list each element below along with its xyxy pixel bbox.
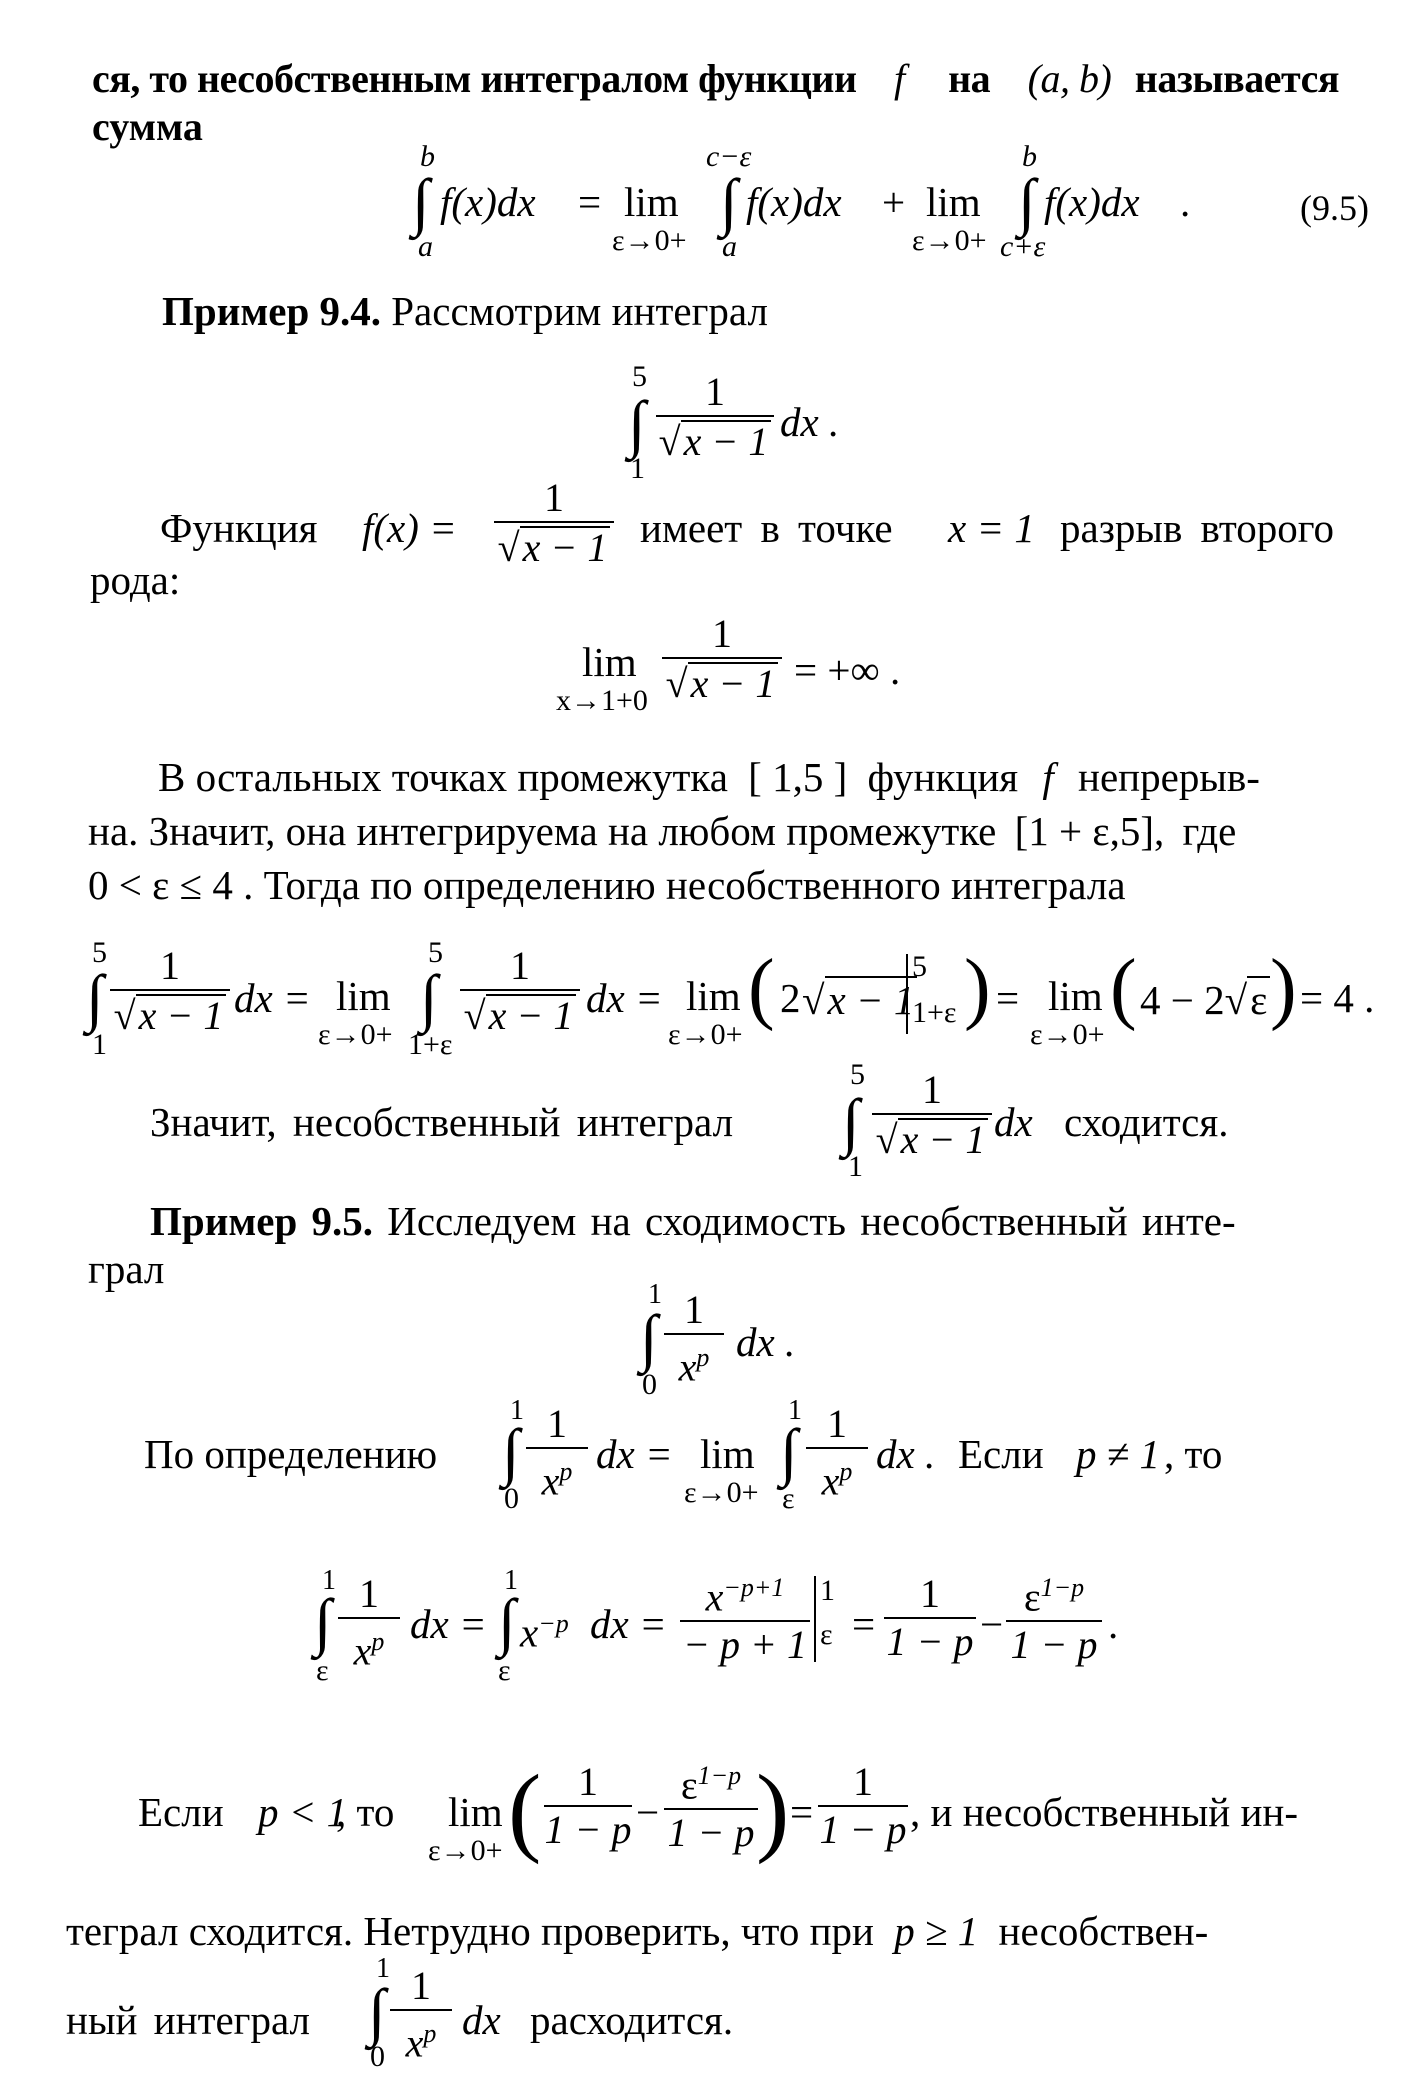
int-upper: 1: [788, 1395, 802, 1426]
fraction: [664, 1287, 724, 1390]
int-upper: 5: [632, 360, 647, 393]
eval-bar: [906, 954, 908, 1034]
eval-upper: 1: [820, 1574, 835, 1607]
textbook-page: ся, то несобственным интегралом функции f на (a, b) называется сумма b ∫ a f(x)dx = lim ε→0+ c−ε ∫ a f(x)dx + lim ε→0+ b ∫ c+ε f(x)dx . (9.5) Пример 9.4. Рассмотрим интеграл 5 ∫ 1 1 √x − 1 dx . Функция f(x) = 1 √x − 1 имеет в точке x = 1 разрыв второго рода: lim x→1+0 1 √x − 1 = +∞ . В остальных точках промежутка [ 1,5 ] функция f непрерыв- на. Значит, она интегрируема на любом промежутке [1 + ε,5], где 0 < ε ≤ 4 . Тогда по определению несобственного интеграла 5 ∫ 1 1 √x − 1 dx = lim ε→0+ 5 ∫ 1+ε 1 √x − 1 dx = lim ε→0+ ( 2 √x − 1 5 1+ε ) = lim ε→0+ ( 4 − 2√ε ) = 4 . Значит, несобственный интеграл 5 ∫ 1 1 √x − 1 dx сходится. Пример 9.5. Исследуем на сходимость несобственный инте- грал 1 ∫ 0 1 $x^p$ dx . По определению 1 ∫ 0 1 $x^p$ dx = lim ε→0+ 1 ∫ ε 1 $x^p$ dx . Если p ≠ 1 , то 1 ∫ ε 1 $x^p$ dx = 1 ∫ ε $x^{-p}$ dx = $x^{-p+1}$ − p + 1 1 ε = 1 1 − p − $\varepsilon^{1-p}$ 1 − p . Если p < 1 , то lim ε→0+ ( 1 1 − p − $\varepsilon^{1-p}$ 1 − p ) = 1 1 − p , и несобственный ин- теграл сходится. Нетрудно проверить, что при p ≥ 1 несобствен- ный интеграл 1 ∫ 0 1 $x^p$ dx расходится.: [0, 0, 1421, 2079]
dx: dx =: [234, 975, 311, 1021]
fraction: [664, 1756, 758, 1856]
frac-den: x: [405, 2020, 424, 2066]
final-line-1: [66, 1902, 1208, 1960]
int-upper: 1: [510, 1395, 524, 1426]
frac-den: 1 − p: [886, 1619, 974, 1664]
para-line-3: [88, 856, 1126, 914]
paren-open: (: [1110, 944, 1137, 1032]
intro-line-2: [92, 98, 203, 156]
frac-den: 1 − p: [544, 1807, 632, 1852]
dx: dx: [994, 1099, 1033, 1145]
intro-called: называется: [1134, 56, 1340, 101]
fraction: 1 √x − 1: [460, 946, 580, 1036]
eq95-integrand-2: f(x)dx: [746, 179, 842, 225]
example-line-2: [88, 1240, 164, 1298]
frac-num: 1: [510, 943, 530, 988]
int-lower: ε: [316, 1654, 329, 1687]
text: По определению: [144, 1431, 438, 1477]
eq: =: [790, 1789, 814, 1835]
eq95-lim-sub-2: ε→0+: [912, 224, 987, 257]
four-minus: 4 − 2: [1140, 977, 1225, 1023]
example-9-4-line: [162, 282, 768, 340]
frac-num: ε: [680, 1762, 698, 1808]
intro-f: f: [893, 56, 905, 101]
integral-sign: ∫: [720, 166, 738, 237]
cond: p < 1: [258, 1789, 348, 1835]
frac-den: x: [821, 1458, 840, 1504]
integral-sign: ∫: [1018, 166, 1036, 237]
intro-interval: (a, b): [1027, 56, 1112, 101]
intro-summa: сумма: [92, 104, 203, 149]
int-upper: 5: [850, 1058, 865, 1091]
f: f: [1042, 754, 1054, 800]
frac-den: x: [541, 1458, 560, 1504]
paren-close: ): [1270, 944, 1297, 1032]
fraction: [544, 1759, 632, 1852]
frac-num: 1: [712, 611, 732, 656]
frac-den: x − 1: [486, 994, 577, 1036]
example-text: Исследуем на сходимость несобственный инте-: [387, 1198, 1236, 1244]
eval-upper: 5: [912, 950, 927, 983]
text: грал: [88, 1246, 165, 1292]
func-text: имеет в точке: [640, 505, 893, 551]
paren-close: ): [756, 1754, 790, 1865]
text: 0 < ε ≤ 4 .: [88, 862, 254, 908]
dx: dx =: [596, 1431, 673, 1477]
eq: =: [852, 1601, 876, 1647]
lim-sub: ε→0+: [318, 1018, 393, 1051]
frac-num: 1: [827, 1401, 847, 1446]
int-upper: 1: [376, 1953, 390, 1984]
func-word: Функция: [160, 505, 318, 551]
exp: 1−p: [697, 1761, 742, 1790]
cond: p ≠ 1: [1076, 1431, 1161, 1477]
integral-sign: ∫: [498, 1586, 516, 1657]
text: сходится.: [1064, 1099, 1229, 1145]
fraction: [526, 1401, 588, 1504]
text: где: [1182, 808, 1237, 854]
exp: −p: [538, 1609, 569, 1638]
eq95-lim-sub-1: ε→0+: [612, 224, 687, 257]
if: Если: [138, 1789, 224, 1835]
lim: lim: [582, 639, 637, 685]
int-lower: 1+ε: [408, 1028, 453, 1061]
frac-num: ε: [1023, 1574, 1041, 1620]
lim: lim: [686, 973, 741, 1019]
para-line-1: [158, 748, 1260, 806]
text: функция: [867, 754, 1019, 800]
frac-den: x − 1: [688, 662, 779, 704]
text: непрерыв-: [1078, 754, 1260, 800]
dx: dx =: [586, 975, 663, 1021]
dx: dx .: [876, 1431, 936, 1477]
exp: p: [839, 1457, 853, 1486]
if: Если: [958, 1431, 1044, 1477]
frac-den: 1 − p: [1010, 1622, 1098, 1668]
frac-num: 1: [684, 1287, 704, 1332]
exp: p: [559, 1457, 573, 1486]
frac-num: 1: [411, 1963, 431, 2008]
fraction: 1 √x − 1: [872, 1070, 992, 1160]
eval-lower: 1+ε: [912, 996, 957, 1029]
integral-sign: ∫: [628, 388, 646, 459]
integral-sign: ∫: [412, 166, 430, 237]
frac-num: 1: [853, 1759, 873, 1804]
minus: −: [636, 1789, 660, 1835]
integral-sign: ∫: [780, 1416, 798, 1487]
paren-open: (: [748, 944, 775, 1032]
dx: dx: [462, 1997, 501, 2043]
integral-sign: ∫: [640, 1302, 658, 1373]
text: теграл сходится. Нетрудно проверить, что при: [66, 1908, 874, 1954]
integral-sign: ∫: [314, 1586, 332, 1657]
intro-na: на: [948, 56, 991, 101]
frac-den: 1 − p: [819, 1807, 907, 1852]
eval-lower: ε: [820, 1618, 833, 1651]
interval: [ 1,5 ]: [748, 754, 848, 800]
eq95-lower-c: c+ε: [1000, 230, 1046, 263]
frac-num: 1: [160, 943, 180, 988]
frac-den: x − 1: [681, 420, 772, 462]
eq95-upper-b2: b: [1022, 140, 1037, 173]
int-upper: 5: [92, 936, 107, 969]
eq: =: [996, 975, 1020, 1021]
lim-sub: ε→0+: [684, 1476, 759, 1509]
then: , то: [336, 1789, 395, 1835]
fraction: [1006, 1568, 1102, 1668]
eq95-integrand-3: f(x)dx: [1044, 179, 1140, 225]
eq95-lower-a: a: [418, 230, 433, 263]
then: , то: [1164, 1431, 1223, 1477]
int-lower: 1: [848, 1150, 863, 1183]
frac-den: 1 − p: [667, 1810, 755, 1856]
int-upper: 1: [648, 1279, 662, 1310]
frac-num: 1: [578, 1759, 598, 1804]
integral-sign: ∫: [86, 962, 104, 1033]
text: расходится.: [530, 1997, 734, 2043]
frac-den: x − 1: [520, 526, 611, 568]
dx: dx =: [590, 1601, 667, 1647]
frac-den: − p + 1: [683, 1622, 807, 1668]
frac-num: 1: [705, 369, 725, 414]
result: = 4 .: [1300, 975, 1375, 1021]
fraction: 1 √x − 1: [494, 478, 614, 568]
int-lower: 0: [642, 1368, 657, 1401]
eq95-upper-c: c−ε: [706, 140, 752, 173]
eq95-lim-1: lim: [624, 179, 679, 225]
lim-sub: ε→0+: [428, 1834, 503, 1867]
frac-num: x: [705, 1574, 724, 1620]
x: x: [520, 1609, 539, 1656]
sqrt-content: x − 1: [825, 976, 918, 1022]
dx: dx =: [410, 1601, 487, 1647]
dot: .: [1108, 1601, 1119, 1647]
integral-sign: ∫: [420, 962, 438, 1033]
intro-line-1: [92, 50, 1339, 108]
lim: lim: [700, 1431, 755, 1477]
cond: p ≥ 1: [894, 1908, 979, 1954]
text: Тогда по определению несобственного интеграла: [263, 862, 1126, 908]
eq95-equals: =: [578, 179, 602, 225]
eval-bar: [814, 1576, 816, 1662]
eq95-upper-b: b: [420, 140, 435, 173]
example-text: Рассмотрим интеграл: [391, 288, 768, 334]
lim: lim: [336, 973, 391, 1019]
frac-num: 1: [359, 1571, 379, 1616]
fraction: [680, 1568, 810, 1668]
example-label: Пример 9.4.: [162, 288, 381, 334]
tail: , и несобственный ин-: [910, 1789, 1298, 1835]
exp: −p+1: [723, 1573, 785, 1602]
integral-sign: ∫: [842, 1086, 860, 1157]
text: Значит, несобственный интеграл: [150, 1099, 734, 1145]
frac-den: x − 1: [136, 994, 227, 1036]
frac-num: 1: [920, 1571, 940, 1616]
int-lower: 0: [370, 2040, 385, 2073]
integral-sign: ∫: [368, 1976, 386, 2047]
int-lower: 1: [92, 1028, 107, 1061]
text: ный интеграл: [66, 1997, 311, 2043]
frac-den: x: [678, 1344, 697, 1390]
eq95-integrand-1: f(x)dx: [440, 179, 536, 225]
text: на. Значит, она интегрируема на любом промежутке: [88, 808, 997, 854]
exp: p: [423, 2019, 437, 2048]
integral-sign: ∫: [502, 1416, 520, 1487]
sqrt-eps: ε: [1247, 976, 1270, 1022]
func-fx: f(x) =: [362, 505, 457, 551]
fraction: 1 √x − 1: [656, 372, 774, 462]
exp: p: [371, 1627, 385, 1656]
lim-sub: x→1+0: [556, 684, 648, 717]
example-line-1: [150, 1192, 1236, 1250]
frac-den: x − 1: [898, 1118, 989, 1160]
frac-num: 1: [547, 1401, 567, 1446]
lim-sub: ε→0+: [668, 1018, 743, 1051]
interval: [1 + ε,5],: [1014, 808, 1165, 854]
int-lower: ε: [782, 1482, 795, 1515]
frac-num: 1: [544, 475, 564, 520]
lim: lim: [1048, 973, 1103, 1019]
int-lower: 0: [504, 1482, 519, 1515]
fraction: [338, 1571, 400, 1674]
equation-tag: (9.5): [1300, 188, 1369, 228]
fraction: 1 √x − 1: [110, 946, 230, 1036]
paren-close: ): [964, 944, 991, 1032]
eq95-lower-a2: a: [722, 230, 737, 263]
intro-text: ся, то несобственным интегралом функции: [92, 56, 857, 101]
lim-result: = +∞ .: [794, 647, 901, 693]
eq95-dot: .: [1180, 179, 1191, 225]
int-tail: dx .: [780, 399, 840, 445]
eq95-plus: +: [882, 179, 906, 225]
frac-num: 1: [922, 1067, 942, 1112]
fraction: [806, 1401, 868, 1504]
int-upper: 1: [504, 1565, 518, 1596]
text: несобствен-: [998, 1908, 1209, 1954]
func-line2: рода:: [90, 557, 181, 603]
example-label: Пример 9.5.: [150, 1198, 373, 1244]
int-lower: ε: [498, 1654, 511, 1687]
fraction: [818, 1759, 908, 1852]
two: 2: [780, 975, 801, 1021]
frac-den: x: [353, 1628, 372, 1674]
fraction: [884, 1571, 976, 1664]
func-point: x = 1: [948, 505, 1035, 551]
lim: lim: [448, 1789, 503, 1835]
int-lower: 1: [630, 452, 645, 485]
exp: 1−p: [1040, 1573, 1085, 1602]
int-upper: 1: [322, 1565, 336, 1596]
paren-open: (: [508, 1754, 542, 1865]
fraction: [390, 1963, 452, 2066]
minus: −: [980, 1601, 1004, 1647]
func-text2: разрыв второго: [1060, 505, 1335, 551]
eq95-lim-2: lim: [926, 179, 981, 225]
text: В остальных точках промежутка: [158, 754, 728, 800]
exp: p: [696, 1343, 710, 1372]
tail: dx .: [736, 1319, 796, 1365]
para-line-2: [88, 802, 1236, 860]
lim-sub: ε→0+: [1030, 1018, 1105, 1051]
fraction: 1 √x − 1: [662, 614, 782, 704]
int-upper: 5: [428, 936, 443, 969]
